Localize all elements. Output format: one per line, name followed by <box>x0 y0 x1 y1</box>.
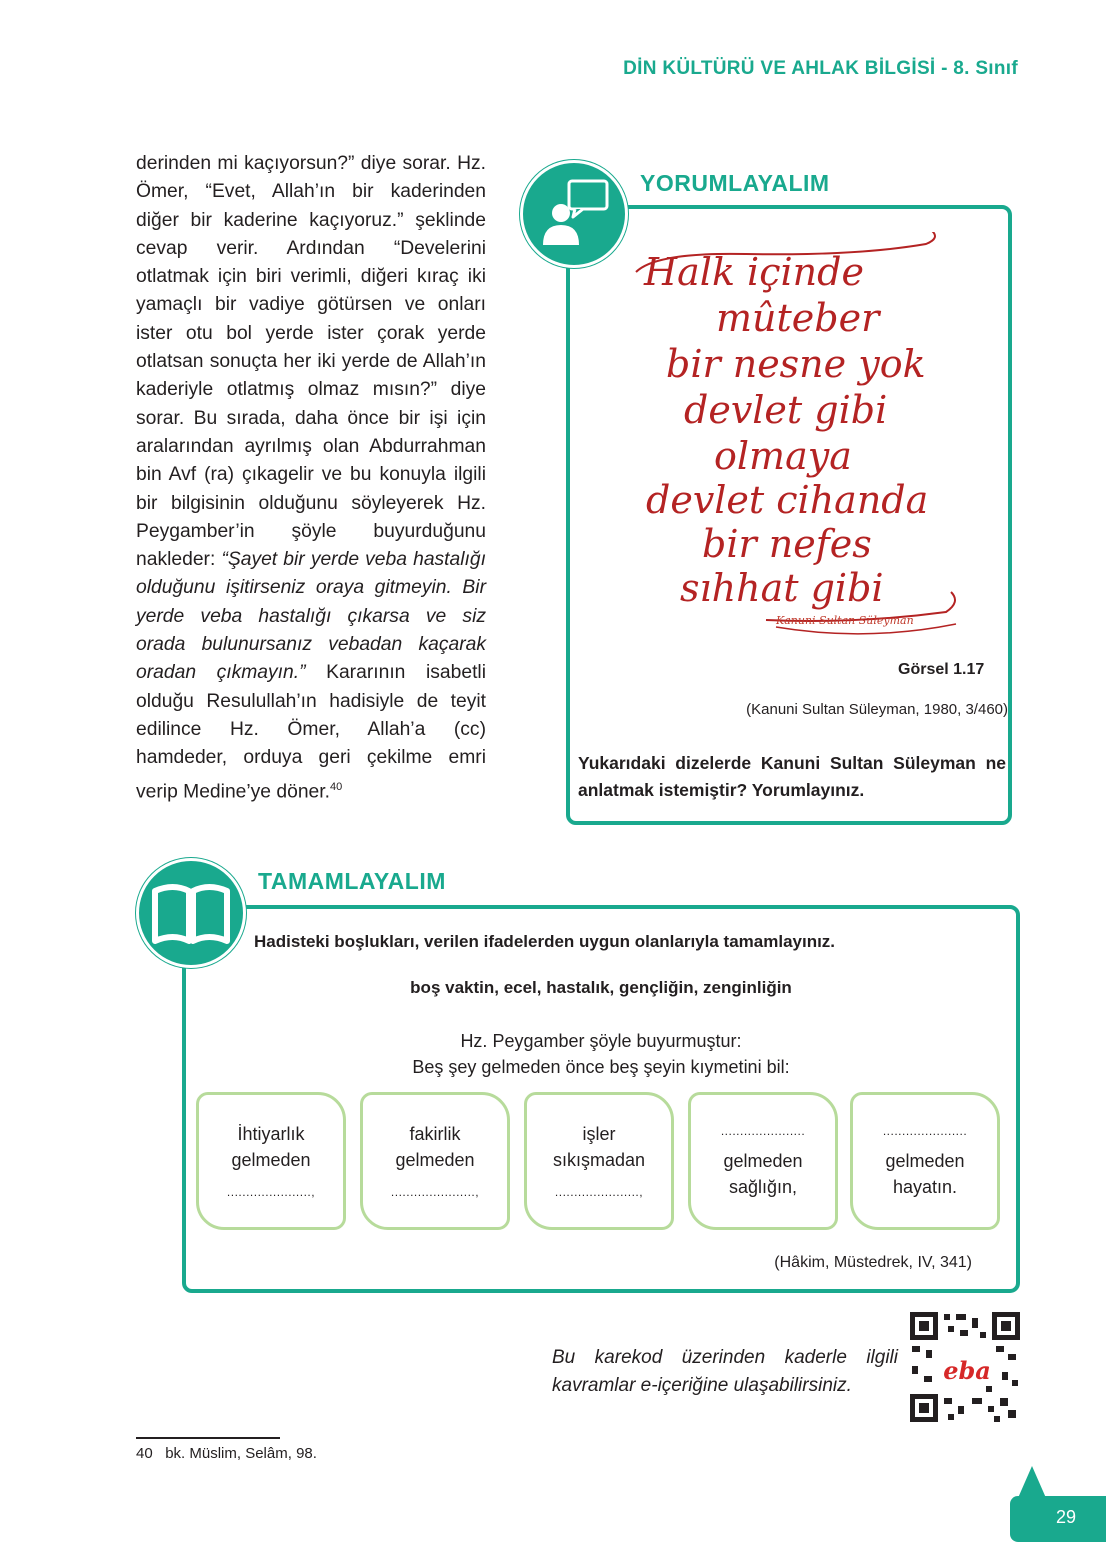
card-text: sağlığın, <box>728 1177 798 1197</box>
card-text: gelmeden <box>395 1150 475 1170</box>
image-caption: Görsel 1.17 <box>898 661 985 678</box>
fill-card-1 <box>196 1092 346 1230</box>
hadith-quote: “Şayet bir yerde veba hastalığı olduğunu işitirseniz oraya gitmeyin. Bir yerde veba hastalığı çıkarsa ve siz orada bulunursanız vebadan kaçarak oradan çıkmayın.” <box>136 549 486 684</box>
hadith-intro-line: Hz. Peygamber şöyle buyurmuştur: <box>460 1031 742 1051</box>
footnote-number: 40 <box>136 1445 153 1462</box>
footnote-divider <box>136 1437 280 1439</box>
footnote-text: bk. Müslim, Selâm, 98. <box>165 1445 317 1462</box>
card-text: İhtiyarlık <box>237 1124 305 1144</box>
body-paragraph <box>136 150 486 806</box>
calligraphy-signature: Kanuni Sultan Süleyman <box>776 614 914 627</box>
calligraphy-source: (Kanuni Sultan Süleyman, 1980, 3/460) <box>746 701 1008 718</box>
card-text: sıkışmadan <box>552 1150 646 1170</box>
body-text-part-1: derinden mi kaçıyorsun?” diye sorar. Hz. Ömer, “Evet, Allah’ın bir kaderinden diğer bir kaderine kaçıyoruz.” şeklinde cevap verir. Ardından “Develerini otlatmak için biri verimli, diğeri kıraç iki yamaçlı bir vadiye götürsen ve onları ister otu bol yerde ister çorak yerde otlatsan sonuçta her iki yerde de Allah’ın kaderiyle otlatmış olmaz mısın?” diye sorar. Bu sırada, daha önce bir işi için aralarından ayrılmış olan Abdurrahman bin Avf (ra) çıkagelir ve bu konuyla ilgili bir bilgisinin olduğunu söyleyerek Hz. Peygamber’in şöyle buyurduğunu nakleder: <box>136 153 486 571</box>
qr-code-icon[interactable] <box>908 1310 1022 1424</box>
calligraphy-line: devlet gibi <box>684 388 888 432</box>
calligraphy-line: bir nesne yok <box>666 342 926 386</box>
fill-card-3 <box>524 1092 674 1230</box>
fill-card-2 <box>360 1092 510 1230</box>
footnote <box>136 1445 317 1462</box>
calligraphy-line: sıhhat gibi <box>680 566 884 610</box>
discussion-icon <box>520 160 628 268</box>
hadith-intro-line: Beş şey gelmeden önce beş şeyin kıymetini bil: <box>412 1057 790 1077</box>
card-text: gelmeden <box>231 1150 311 1170</box>
blank-field[interactable]: ......................, <box>390 1185 480 1199</box>
yorumlayalim-title: YORUMLAYALIM <box>640 170 830 196</box>
blank-field[interactable]: ...................... <box>882 1124 968 1138</box>
card-text: fakirlik <box>409 1124 461 1144</box>
page-tab-arrow <box>1018 1466 1046 1498</box>
blank-field[interactable]: ......................, <box>554 1185 644 1199</box>
book-title: DİN KÜLTÜRÜ VE AHLAK BİLGİSİ - 8. Sınıf <box>623 58 1018 79</box>
blank-field[interactable]: ...................... <box>720 1124 806 1138</box>
tamamlayalim-instruction: Hadisteki boşlukları, verilen ifadelerden uygun olanlarıyla tamamlayınız. <box>254 932 836 951</box>
tamamlayalim-title: TAMAMLAYALIM <box>258 868 446 894</box>
calligraphy-line: bir nefes <box>702 522 872 566</box>
hadith-source: (Hâkim, Müstedrek, IV, 341) <box>774 1254 972 1271</box>
footnote-ref: 40 <box>330 780 343 793</box>
card-text: hayatın. <box>892 1177 958 1197</box>
qr-description: Bu karekod üzerinden kaderle ilgili kavramlar e-içeriğine ulaşabilirsiniz. <box>552 1347 898 1396</box>
fill-card-4 <box>688 1092 838 1230</box>
word-bank: boş vaktin, ecel, hastalık, gençliğin, zenginliğin <box>410 978 792 997</box>
card-text: gelmeden <box>885 1151 965 1171</box>
calligraphy-line: olmaya <box>714 434 852 478</box>
body-text-part-2: Kararının isabetli olduğu Resulullah’ın hadisiyle de teyit edilince Hz. Ömer, Allah’a (cc) hamdeder, orduya geri çekilme emri verip Medine’ye döner. <box>136 662 486 802</box>
fill-card-5 <box>850 1092 1000 1230</box>
calligraphy-line: mûteber <box>716 296 880 340</box>
calligraphy-line: Halk içinde <box>644 250 864 294</box>
book-icon <box>136 858 246 968</box>
calligraphy-image <box>626 232 966 662</box>
card-text: işler <box>582 1124 616 1144</box>
calligraphy-line: devlet cihanda <box>646 478 929 522</box>
eba-logo: eba <box>943 1356 991 1385</box>
page-number: 29 <box>1055 1507 1077 1527</box>
yorumlayalim-question: Yukarıdaki dizelerde Kanuni Sultan Süleyman ne anlatmak istemiştir? Yorumlayınız. <box>578 753 1006 800</box>
blank-field[interactable]: ......................, <box>226 1185 316 1199</box>
card-text: gelmeden <box>723 1151 803 1171</box>
hadith-intro <box>182 1028 1020 1080</box>
